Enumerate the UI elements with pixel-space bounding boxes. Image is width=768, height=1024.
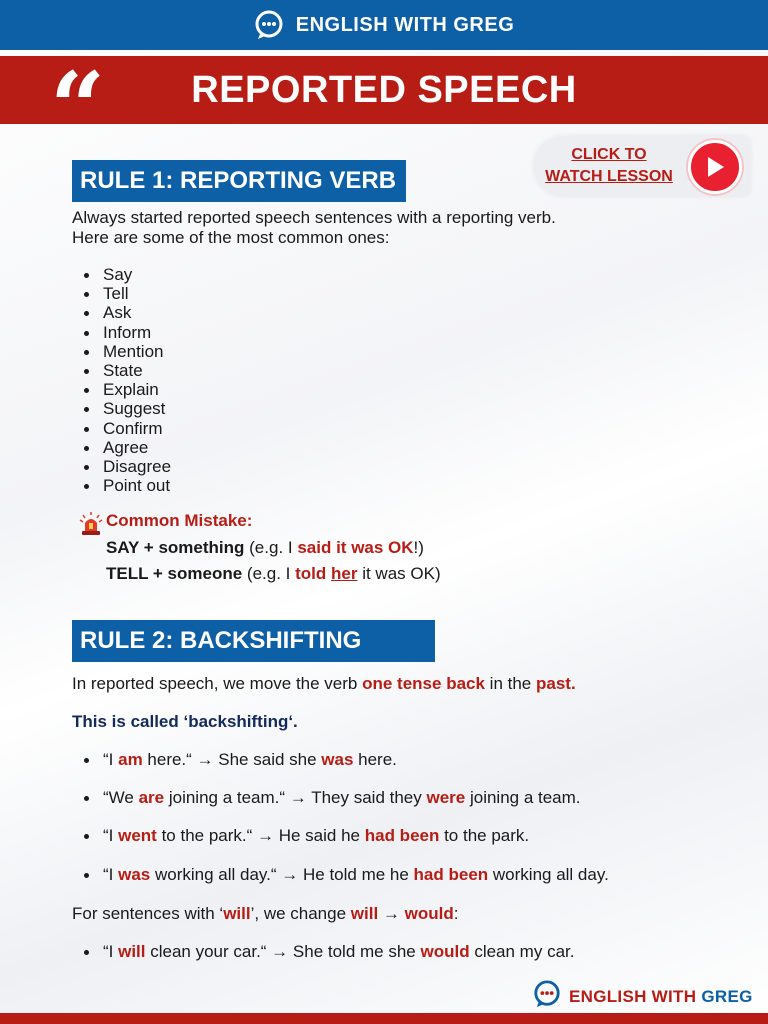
common-mistake-title: Common Mistake: [106,511,253,530]
title-bar [0,56,768,124]
list-item: “I will clean your car.“ → She told me she would clean my car. [84,942,574,962]
list-item: Ask [84,303,171,322]
backshifting-note: This is called ‘backshifting‘. [72,712,298,731]
list-item: “I went to the park.“ → He said he had been to the park. [84,826,529,846]
chat-bubble-logo-icon [254,10,284,40]
list-item: Mention [84,342,171,361]
page-title: REPORTED SPEECH [191,68,577,111]
list-item: Suggest [84,399,171,418]
watch-lesson-label[interactable]: CLICK TO WATCH LESSON [545,146,673,185]
list-item: Confirm [84,419,171,438]
list-item: Point out [84,476,171,495]
list-item: Explain [84,380,171,399]
brand-name: ENGLISH WITH GREG [295,13,515,36]
rule1-heading: RULE 1: REPORTING VERB [72,160,406,202]
tell-rule-line: TELL + someone (e.g. I told her it was OK) [106,564,441,583]
bottom-accent-bar [0,1013,768,1024]
list-item: Inform [84,323,171,342]
rule1-intro-line2: Here are some of the most common ones: [72,228,390,247]
footer-brand [533,980,753,1013]
list-item: Disagree [84,457,171,476]
list-item: State [84,361,171,380]
list-item: Tell [84,284,171,303]
will-rule-line: For sentences with ‘will’, we change will → would: [72,904,459,923]
quote-icon: “ [50,60,106,120]
list-item: Say [84,265,171,284]
list-item: “We are joining a team.“ → They said they were joining a team. [84,788,581,808]
play-icon[interactable] [688,140,742,194]
siren-alert-icon [78,512,104,541]
footer-brand-name: ENGLISH WITH GREG [569,986,753,1006]
rule2-heading: RULE 2: BACKSHIFTING [72,620,435,662]
list-item: “I was working all day.“ → He told me he had been working all day. [84,865,609,885]
list-item: Agree [84,438,171,457]
chat-bubble-logo-icon [533,980,561,1013]
list-item: “I am here.“ → She said she was here. [84,750,397,770]
reporting-verb-list [84,265,171,495]
rule1-intro-line1: Always started reported speech sentences with a reporting verb. [72,208,556,227]
say-rule-line: SAY + something (e.g. I said it was OK!) [106,538,424,557]
rule2-intro: In reported speech, we move the verb one tense back in the past. [72,674,576,693]
top-brand-bar [0,0,768,50]
watch-lesson-button[interactable] [534,136,750,196]
